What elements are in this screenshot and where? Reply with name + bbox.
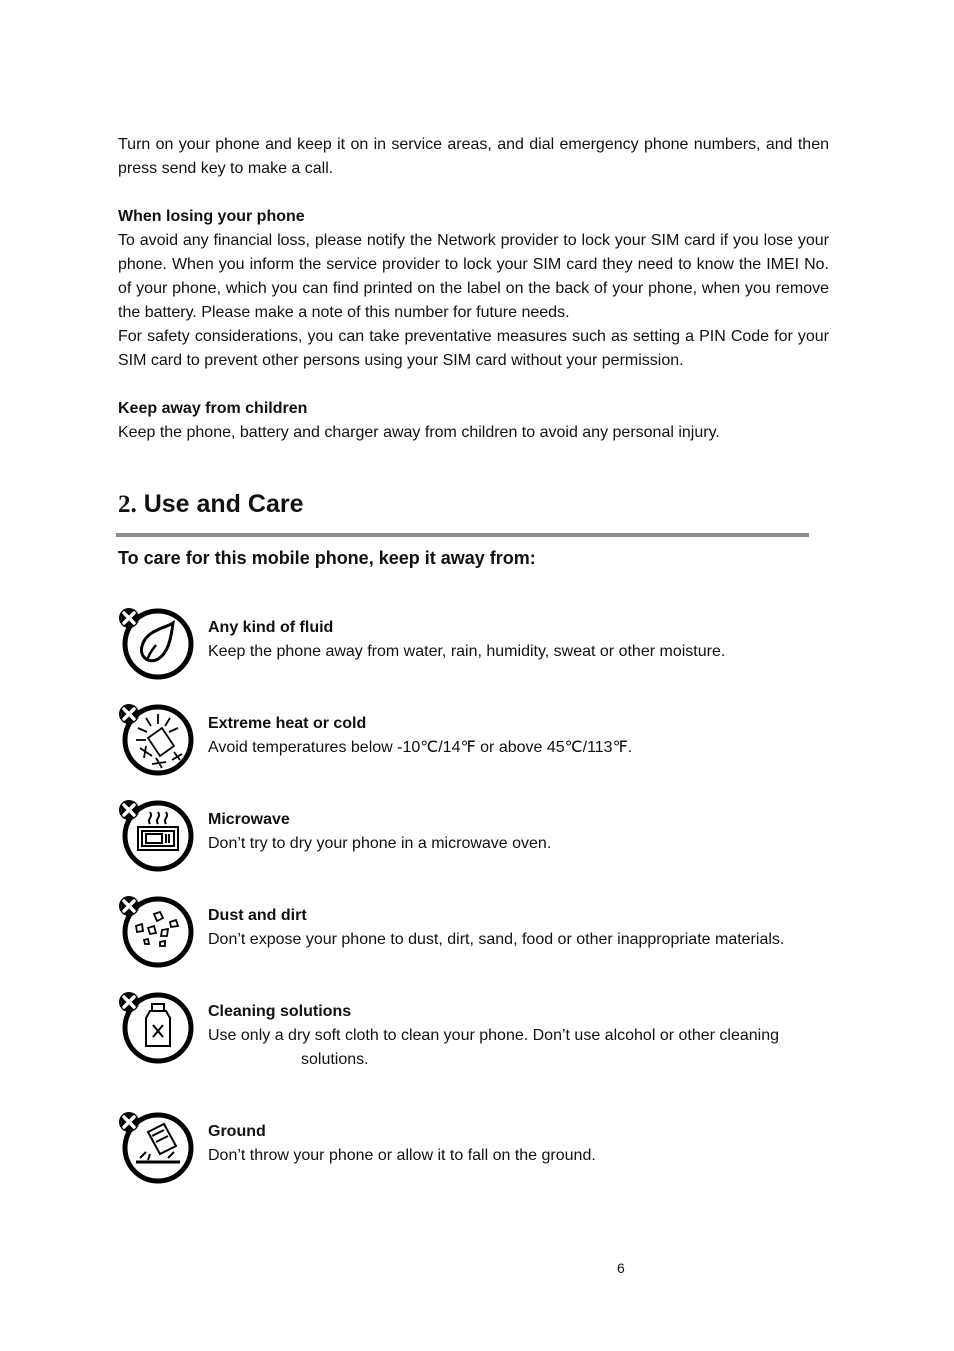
care-item-description: Don’t try to dry your phone in a microwave oven.	[208, 835, 552, 852]
care-item-title: Ground	[208, 1123, 266, 1140]
losing-phone-heading: When losing your phone	[118, 208, 305, 225]
dust-icon	[118, 894, 198, 974]
care-item-title: Any kind of fluid	[208, 619, 334, 636]
section-divider	[116, 533, 809, 537]
children-section	[118, 397, 829, 445]
care-item-description-continued: solutions.	[301, 1051, 369, 1068]
care-item-fluid	[118, 606, 829, 690]
section-title: Use and Care	[143, 490, 304, 518]
care-item-text	[208, 1120, 828, 1168]
care-item-description: Don’t throw your phone or allow it to fall on the ground.	[208, 1147, 596, 1164]
care-item-heat-cold	[118, 702, 829, 786]
section-heading	[118, 486, 304, 523]
intro-text: Turn on your phone and keep it on in service areas, and dial emergency phone numbers, and then press send key to make a call.	[118, 136, 829, 177]
care-item-microwave	[118, 798, 829, 882]
losing-phone-section	[118, 205, 829, 373]
children-heading: Keep away from children	[118, 400, 308, 417]
children-text: Keep the phone, battery and charger away from children to avoid any personal injury.	[118, 424, 720, 441]
care-item-title: Dust and dirt	[208, 907, 307, 924]
care-item-text	[208, 616, 828, 664]
page-number: 6	[617, 1260, 625, 1276]
care-item-description: Avoid temperatures below -10℃/14℉ or above 45℃/113℉.	[208, 739, 633, 756]
care-item-title: Extreme heat or cold	[208, 715, 367, 732]
ground-icon	[118, 1110, 198, 1190]
losing-phone-paragraph-2: For safety considerations, you can take preventative measures such as setting a PIN Code for your SIM card to prevent other persons using your SIM card without your permission.	[118, 328, 829, 369]
losing-phone-paragraph-1: To avoid any financial loss, please notify the Network provider to lock your SIM card if you lose your phone. When you inform the service provider to lock your SIM card they need to know the IMEI No. of your phone, which you can find printed on the label on the back of your phone, when you remove the battery. Please make a note of this number for future needs.	[118, 232, 829, 321]
care-item-cleaning	[118, 990, 829, 1090]
section-subtitle: To care for this mobile phone, keep it away from:	[118, 548, 536, 568]
intro-paragraph	[118, 133, 829, 181]
care-item-ground	[118, 1110, 829, 1194]
care-item-description: Use only a dry soft cloth to clean your phone. Don’t use alcohol or other cleaning	[208, 1027, 779, 1044]
cleaning-solution-icon	[118, 990, 198, 1070]
care-item-text	[208, 808, 828, 856]
care-item-title: Cleaning solutions	[208, 1003, 352, 1020]
care-item-dust	[118, 894, 829, 978]
temperature-icon	[118, 702, 198, 782]
care-item-description: Don’t expose your phone to dust, dirt, sand, food or other inappropriate materials.	[208, 931, 785, 948]
care-item-title: Microwave	[208, 811, 290, 828]
fluid-icon	[118, 606, 198, 686]
care-item-text	[208, 1000, 828, 1072]
care-item-text	[208, 904, 828, 952]
care-item-description: Keep the phone away from water, rain, humidity, sweat or other moisture.	[208, 643, 726, 660]
microwave-icon	[118, 798, 198, 878]
section-number: 2.	[118, 491, 137, 518]
care-item-text	[208, 712, 828, 760]
